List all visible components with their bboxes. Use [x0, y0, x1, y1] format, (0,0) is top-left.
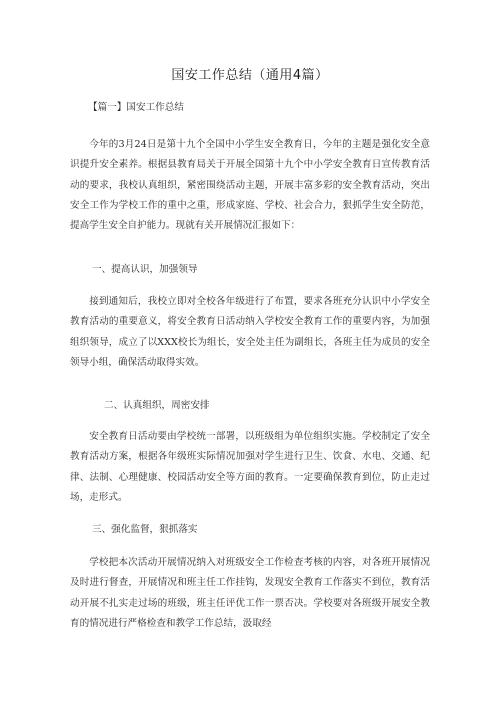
- section-title: 【篇一】国安工作总结: [88, 102, 184, 113]
- paragraph-careful-organization: 安全教育日活动要由学校统一部署，以班级组为单位组织实施。学校制定了安全教育活动方案，根据各年级班实际情况加强对学生进行卫生、饮食、水电、交通、纪律、法制、心理健康、校园活动安全等方面的教育。一定要确保教育到位，防止走过场，走形式。: [70, 431, 430, 503]
- heading-raise-awareness: 一、提高认识，加强领导: [92, 264, 198, 275]
- document-title: 国安工作总结（通用4篇）: [171, 68, 329, 83]
- heading-careful-organization: 二、认真组织，周密安排: [104, 400, 210, 411]
- intro-paragraph: 今年的3月24日是第十九个全国中小学生安全教育日，今年的主题是强化安全意识提升安全素养。根据县教育局关于开展全国第十九个中小学安全教育日宣传教育活动的要求，我校认真组织，紧密围绕活动主题，开展丰富多彩的安全教育活动，突出安全工作为学校工作的重中之重，形成家庭、学校、社会合力，狠抓学生安全防范，提高学生安全自护能力。现就有关开展情况汇报如下：: [70, 139, 430, 232]
- paragraph-strengthen-supervision: 学校把本次活动开展情况纳入对班级安全工作检查考核的内容，对各班开展情况及时进行督查，开展情况和班主任工作挂钩，发现安全教育工作落实不到位，教育活动开展不扎实走过场的班级，班主任评优工作一票否决。学校要对各班级开展安全教育的情况进行严格检查和教学工作总结，汲取经: [70, 557, 430, 629]
- paragraph-raise-awareness: 接到通知后，我校立即对全校各年级进行了布置，要求各班充分认识中小学安全教育活动的重要意义，将安全教育日活动纳入学校安全教育工作的重要内容，为加强组织领导，成立了以XXX校长为组长，安全处主任为副组长，各班主任为成员的安全领导小组，确保活动取得实效。: [70, 296, 430, 368]
- heading-strengthen-supervision: 三、强化监督，狠抓落实: [92, 524, 198, 535]
